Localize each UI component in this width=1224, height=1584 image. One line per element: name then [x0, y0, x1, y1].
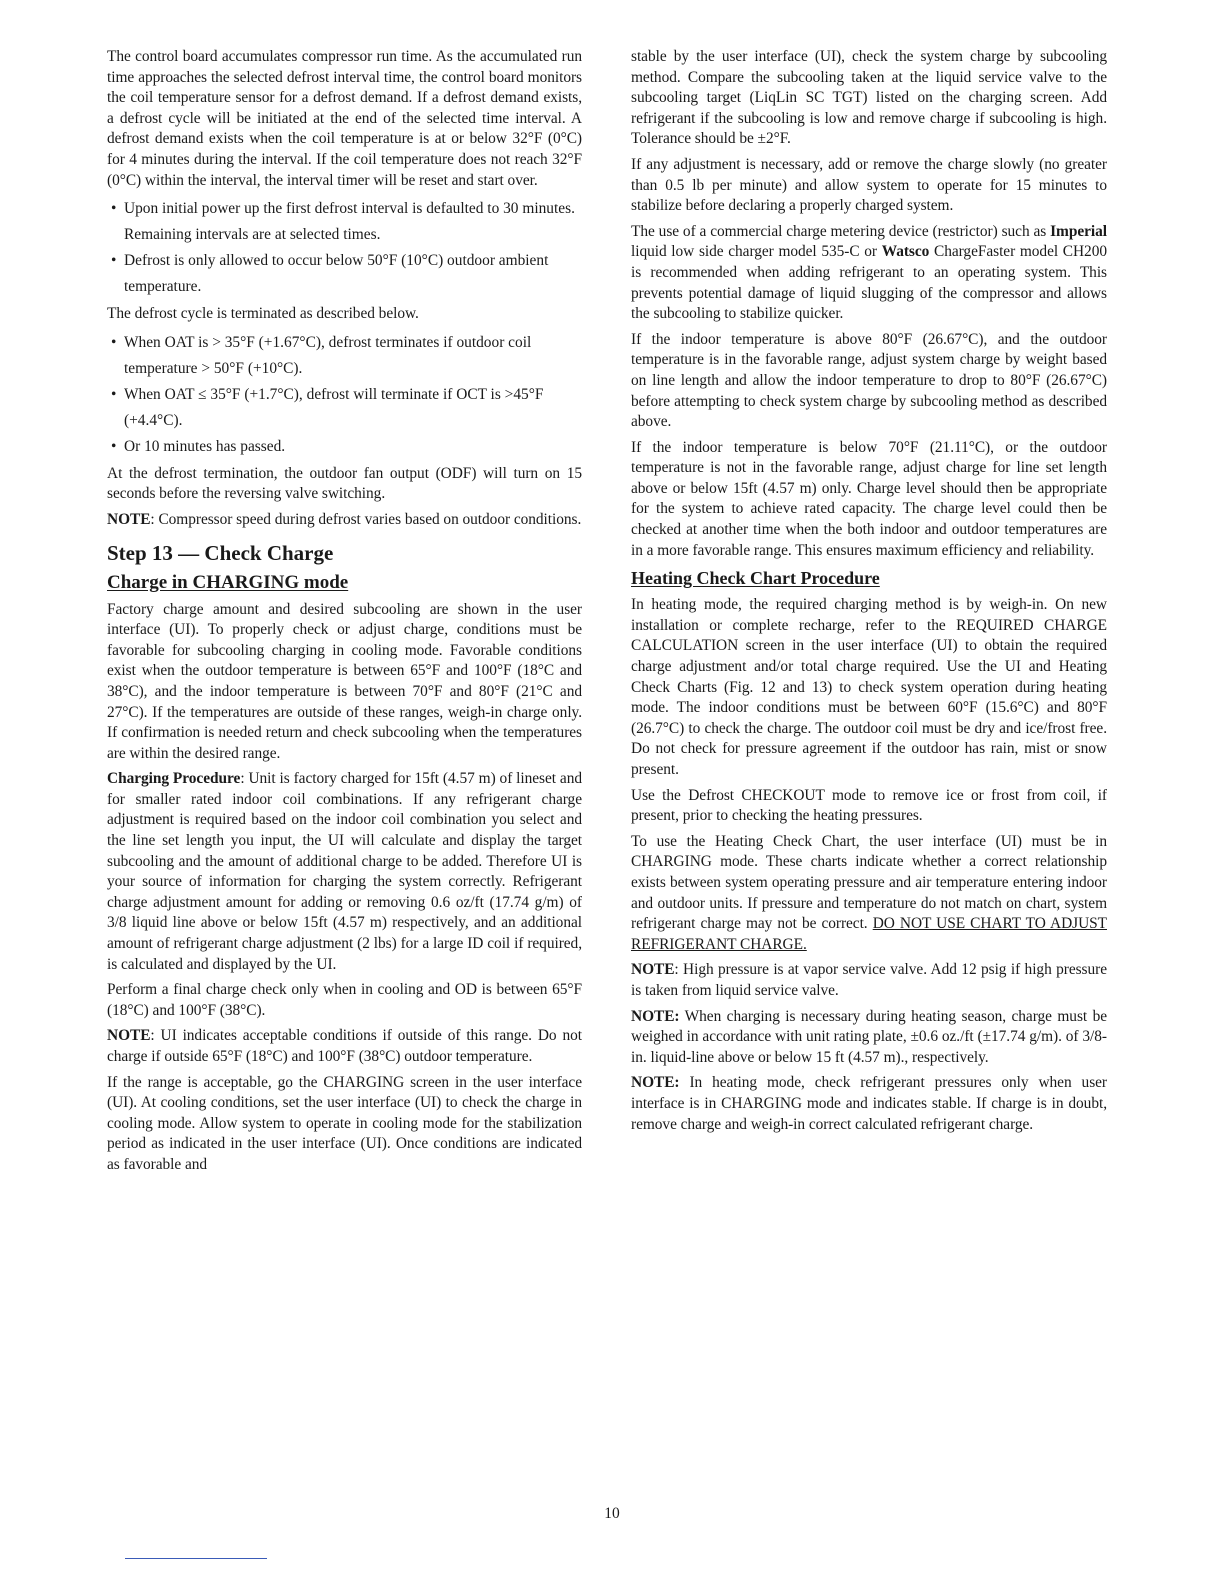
defrost-checkout-paragraph: Use the Defrost CHECKOUT mode to remove ice or frost from coil, if present, prior to checking the heating pressures. [631, 786, 1107, 825]
adjustment-paragraph: If any adjustment is necessary, add or remove the charge slowly (no greater than 0.5 lb per minute) and allow system to operate for 15 minutes to stabilize before declaring a properly charged system. [631, 155, 1107, 215]
note-text: : UI indicates acceptable conditions if outside of this range. Do not charge if outside 65°F (18°C) and 100°F (38°C) outdoor temperature. [107, 1027, 582, 1065]
footnote-rule [125, 1558, 267, 1559]
page-number: 10 [604, 1505, 620, 1522]
heating-mode-paragraph: In heating mode, the required charging method is by weigh-in. On new installation or complete recharge, refer to the REQUIRED CHARGE CALCULATION screen in the user interface (UI) to obtain the required charge adjustment and/or total charge required. Use the UI and Heating Check Charts (Fig. 12 and 13) to check system operation during heating mode. The indoor conditions must be between 60°F (15.6°C) and 80°F (26.7°C) to check the charge. The outdoor coil must be dry and ice/frost free. Do not check for pressure agreement if the outdoor has rain, mist or snow present. [631, 596, 1107, 778]
note-text: : High pressure is at vapor service valve. Add 12 psig if high pressure is taken from liquid service valve. [631, 961, 1107, 999]
text-run: The use of a commercial charge metering device (restrictor) such as [631, 222, 1051, 240]
list-item: • Defrost is only allowed to occur below 50°F (10°C) outdoor ambient temperature. [107, 248, 582, 300]
charging-procedure-paragraph [107, 769, 582, 975]
charging-procedure-label: Charging Procedure [107, 770, 241, 788]
text-run: To use the Heating Check Chart, the user interface (UI) must be in CHARGING mode. These charts indicate whether a correct relationship exists between system operating pressure and air temperature entering indoor and outdoor units. If pressure and temperature do not match on chart, system refrigerant charge may not be correct. [631, 832, 1107, 933]
note-heating-season [631, 1007, 1107, 1069]
note-label: NOTE: [631, 1074, 680, 1092]
note-high-pressure [631, 960, 1107, 1001]
step-13-heading: Step 13 — Check Charge [107, 540, 334, 565]
text-run: ChargeFaster model CH200 is recommended when adding refrigerant to an operating system. This prevents potential damage of liquid slugging of the compressor and allows the subcooling to stabilize quicker. [631, 243, 1107, 323]
heating-check-chart-paragraph [631, 832, 1107, 956]
charging-screen-paragraph: If the range is acceptable, go the CHARGING screen in the user interface (UI). At cooling conditions, set the user interface (UI) to check the charge in cooling mode. Allow system to operate in cooling mode for the stabilization period as indicated in the user interface (UI). Once conditions are indicated as favorable and [107, 1073, 582, 1173]
list-item: • Or 10 minutes has passed. [107, 434, 582, 460]
chart-warning: DO NOT USE CHART TO ADJUST REFRIGERANT CHARGE. [631, 915, 1107, 953]
note-heating-mode [631, 1073, 1107, 1135]
note-label: NOTE [631, 961, 675, 979]
heating-check-chart-heading: Heating Check Chart Procedure [631, 568, 880, 589]
indoor-below-70-paragraph: If the indoor temperature is below 70°F (21.11°C), or the outdoor temperature is not in the favorable range, adjust charge for line set length above or below 15ft (4.57 m) only. Charge level should then be appropriate for the system to achieve rated capacity. The charge level could then be checked at another time when the both indoor and outdoor temperatures are in a more favorable range. This ensures maximum efficiency and reliability. [631, 438, 1107, 559]
metering-device-paragraph [631, 222, 1107, 325]
subcooling-method-paragraph: stable by the user interface (UI), check the system charge by subcooling method. Compare the subcooling taken at the liquid service valve to the subcooling target (LiqLin SC TGT) listed on the charging screen. Add refrigerant if the subcooling is low and remove charge if subcooling is high. Tolerance should be ±2°F. [631, 48, 1107, 148]
final-charge-check-paragraph: Perform a final charge check only when in cooling and OD is between 65°F (18°C) and 100°F (38°C). [107, 981, 582, 1019]
list-item: • When OAT ≤ 35°F (+1.7°C), defrost will terminate if OCT is >45°F (+4.4°C). [107, 382, 582, 434]
note-text: When charging is necessary during heating season, charge must be weighed in accordance with unit rating plate, ±0.6 oz./ft (±17.74 g/m). of 3/8-in. liquid-line above or below 15 ft (4.57 m)., respectively. [631, 1007, 1107, 1066]
defrost-termination-intro: The defrost cycle is terminated as described below. [107, 305, 419, 323]
charging-procedure-text: : Unit is factory charged for 15ft (4.57 m) of lineset and for smaller rated indoor coil combinations. If any refrigerant charge adjustment is required based on the indoor coil combination you select and the line set length you input, the UI will calculate and display the target subcooling and the amount of additional charge to be added. Therefore UI is your source of information for charging the system correctly. Refrigerant charge adjustment amount for adding or removing 0.6 oz/ft (17.74 g/m) of 3/8 liquid line above or below 15ft (4.57 m) respectively, and an additional amount of refrigerant charge adjustment (2 lbs) for a large ID coil if required, is calculated and displayed by the UI. [107, 770, 582, 973]
note-acceptable-conditions [107, 1026, 582, 1067]
list-item: • When OAT is > 35°F (+1.67°C), defrost terminates if outdoor coil temperature > 50°F (+10°C). [107, 330, 582, 382]
defrost-interval-list [107, 196, 582, 300]
list-item: • Upon initial power up the first defrost interval is defaulted to 30 minutes. Remaining intervals are at selected times. [107, 196, 582, 248]
charging-mode-heading: Charge in CHARGING mode [107, 571, 349, 593]
left-column [107, 47, 582, 1181]
note-text: : Compressor speed during defrost varies based on outdoor conditions. [150, 510, 582, 528]
note-text: In heating mode, check refrigerant pressures only when user interface is in CHARGING mode and indicates stable. If charge is in doubt, remove charge and weigh-in correct calculated refrigerant charge. [631, 1074, 1107, 1133]
text-run: liquid low side charger model 535-C or [631, 243, 882, 261]
note-label: NOTE [107, 510, 151, 528]
right-column [631, 47, 1107, 1140]
defrost-paragraph: The control board accumulates compressor run time. As the accumulated run time approaches the selected defrost interval time, the control board monitors the coil temperature sensor for a defrost demand. If a defrost demand exists, a defrost cycle will be initiated at the end of the selected time interval. A defrost demand exists when the coil temperature is at or below 32°F (0°C) for 4 minutes during the interval. If the coil temperature does not reach 32°F (0°C) within the interval, the interval timer will be reset and start over. [107, 48, 582, 189]
indoor-above-80-paragraph: If the indoor temperature is above 80°F (26.67°C), and the outdoor temperature is in the favorable range, adjust system charge by weight based on line length and allow the indoor temperature to drop to 80°F (26.67°C) before attempting to check system charge by subcooling method as described above. [631, 330, 1107, 431]
brand-imperial: Imperial [1050, 222, 1107, 240]
defrost-termination-paragraph: At the defrost termination, the outdoor fan output (ODF) will turn on 15 seconds before the reversing valve switching. [107, 464, 582, 503]
brand-watsco: Watsco [881, 243, 930, 261]
defrost-termination-list [107, 330, 582, 460]
note-label: NOTE: [631, 1007, 680, 1025]
note-compressor-speed [107, 510, 582, 531]
note-label: NOTE [107, 1027, 151, 1045]
factory-charge-paragraph: Factory charge amount and desired subcooling are shown in the user interface (UI). To properly check or adjust charge, conditions must be favorable for subcooling charging in cooling mode. Favorable conditions exist when the outdoor temperature is between 65°F and 100°F (18°C and 38°C), and the indoor temperature is between 70°F and 80°F (21°C and 27°C). If the temperatures are outside of these ranges, weigh-in charge only. If confirmation is needed return and check subcooling when the temperatures are within the desired range. [107, 600, 582, 762]
